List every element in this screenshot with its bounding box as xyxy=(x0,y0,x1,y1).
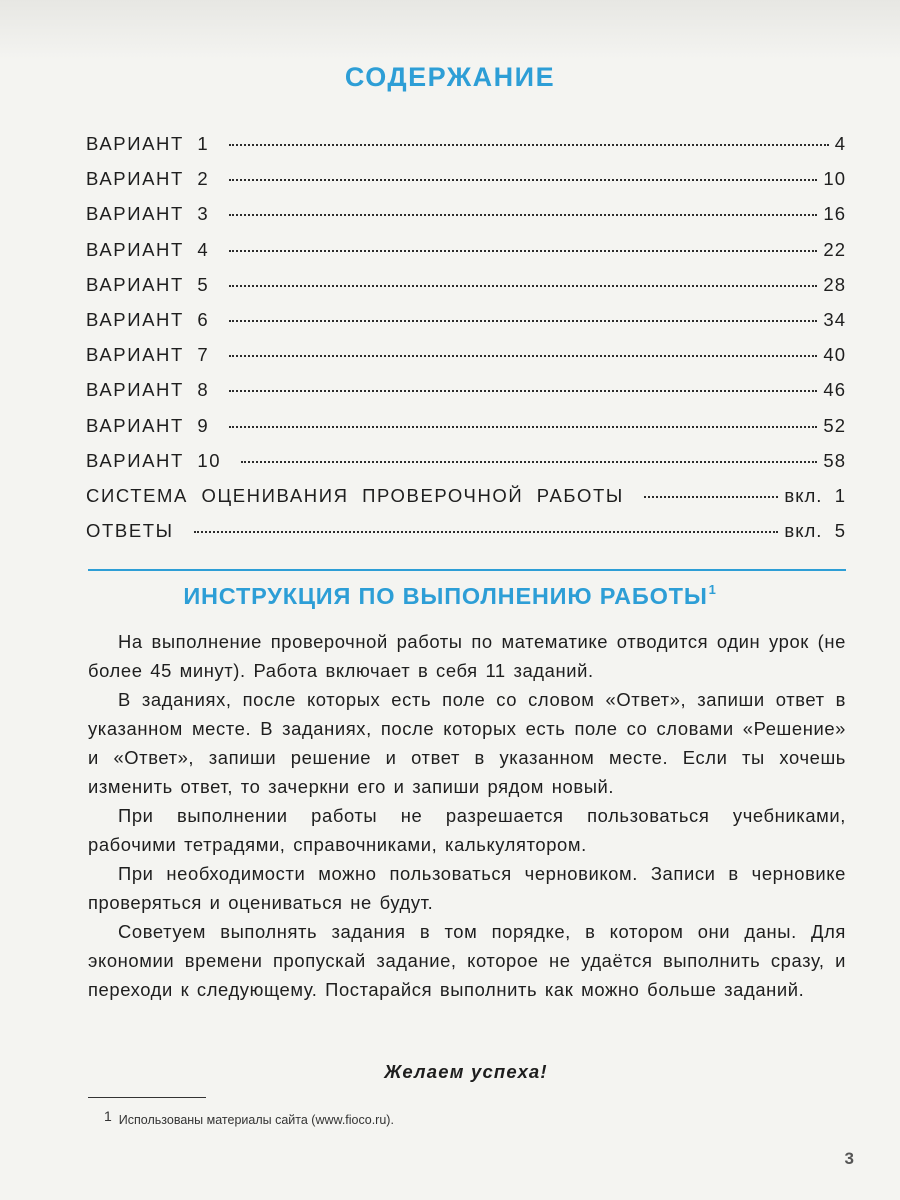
toc-item xyxy=(86,450,846,485)
toc-leader-dots xyxy=(229,355,817,357)
instruction-paragraph: На выполнение проверочной работы по математике отводится один урок (не более 45 минут). Работа включает в себя 11 заданий. xyxy=(88,631,846,681)
toc-item-page: вкл. 1 xyxy=(784,484,846,506)
closing-wish: Желаем успеха! xyxy=(384,1061,548,1082)
toc-leader-dots xyxy=(229,250,817,252)
footnote-text: Использованы материалы сайта (www.fioco.ru). xyxy=(118,1113,394,1127)
toc-item xyxy=(86,415,846,450)
toc-item xyxy=(86,168,846,203)
toc-leader-dots xyxy=(229,144,828,146)
toc-leader-dots xyxy=(241,461,817,463)
toc-item-page: вкл. 5 xyxy=(784,520,846,542)
toc-item-label: ВАРИАНТ 10 xyxy=(86,449,222,471)
toc-leader-dots xyxy=(229,390,817,392)
toc-item-label: ОТВЕТЫ xyxy=(86,520,174,542)
toc-item-label: ВАРИАНТ 3 xyxy=(86,203,210,225)
instruction-paragraph: При необходимости можно пользоваться черновиком. Записи в черновике проверяться и оцениваться не будут. xyxy=(88,863,846,913)
toc-leader-dots xyxy=(229,214,817,216)
toc-leader-dots xyxy=(644,496,779,498)
toc-item-page: 46 xyxy=(823,379,846,401)
toc-item-label: ВАРИАНТ 9 xyxy=(86,414,210,436)
section-divider xyxy=(88,569,846,571)
toc-item-label: ВАРИАНТ 8 xyxy=(86,379,210,401)
toc-item xyxy=(86,379,846,414)
footnote-divider xyxy=(88,1097,206,1098)
toc-item xyxy=(86,344,846,379)
instructions-title xyxy=(0,582,900,610)
instruction-paragraph: При выполнении работы не разрешается пользоваться учебниками, рабочими тетрадями, справочниками, калькулятором. xyxy=(88,805,846,855)
toc-leader-dots xyxy=(194,531,779,533)
toc-item xyxy=(86,203,846,238)
toc-item-page: 10 xyxy=(823,168,846,190)
toc-item-page: 16 xyxy=(823,203,846,225)
instruction-paragraph: В заданиях, после которых есть поле со словом «Ответ», запиши ответ в указанном месте. В заданиях, после которых есть поле со словами «Решение» и «Ответ», запиши решение и ответ в указанном месте. Если ты хочешь изменить ответ, то зачеркни его и запиши рядом новый. xyxy=(88,689,846,797)
toc-item xyxy=(86,274,846,309)
toc-item-page: 52 xyxy=(823,414,846,436)
toc-leader-dots xyxy=(229,320,817,322)
toc-item-label: ВАРИАНТ 1 xyxy=(86,133,210,154)
toc-item-page: 4 xyxy=(834,133,846,154)
toc-item-label: ВАРИАНТ 4 xyxy=(86,238,210,260)
footnote-number: 1 xyxy=(104,1108,112,1124)
table-of-contents xyxy=(86,133,846,555)
toc-item-page: 58 xyxy=(823,449,846,471)
toc-item-page: 22 xyxy=(823,238,846,260)
toc-item xyxy=(86,133,846,168)
page-shadow xyxy=(0,0,900,60)
toc-title: СОДЕРЖАНИЕ xyxy=(344,62,556,92)
toc-item-label: ВАРИАНТ 6 xyxy=(86,308,210,330)
toc-item xyxy=(86,520,846,555)
instruction-paragraph: Советуем выполнять задания в том порядке, в котором они даны. Для экономии времени пропускай задание, которое не удаётся выполнить сразу, и переходи к следующему. Постарайся выполнить как можно больше заданий. xyxy=(88,921,846,1000)
toc-item xyxy=(86,309,846,344)
toc-item-page: 40 xyxy=(823,344,846,366)
toc-item-label: ВАРИАНТ 2 xyxy=(86,168,210,190)
toc-leader-dots xyxy=(229,426,817,428)
toc-item-label: ВАРИАНТ 5 xyxy=(86,273,210,295)
instructions-body xyxy=(88,627,846,1004)
toc-item xyxy=(86,239,846,274)
toc-item-label: СИСТЕМА ОЦЕНИВАНИЯ ПРОВЕРОЧНОЙ РАБОТЫ xyxy=(86,484,624,506)
toc-item-label: ВАРИАНТ 7 xyxy=(86,344,210,366)
footnote xyxy=(104,1108,394,1127)
instructions-title-text: ИНСТРУКЦИЯ ПО ВЫПОЛНЕНИЮ РАБОТЫ xyxy=(183,583,708,609)
footnote-reference: 1 xyxy=(708,582,717,597)
toc-item xyxy=(86,485,846,520)
page-number: 3 xyxy=(844,1149,854,1168)
toc-leader-dots xyxy=(229,179,817,181)
toc-item-page: 34 xyxy=(823,308,846,330)
toc-leader-dots xyxy=(229,285,817,287)
toc-item-page: 28 xyxy=(823,273,846,295)
